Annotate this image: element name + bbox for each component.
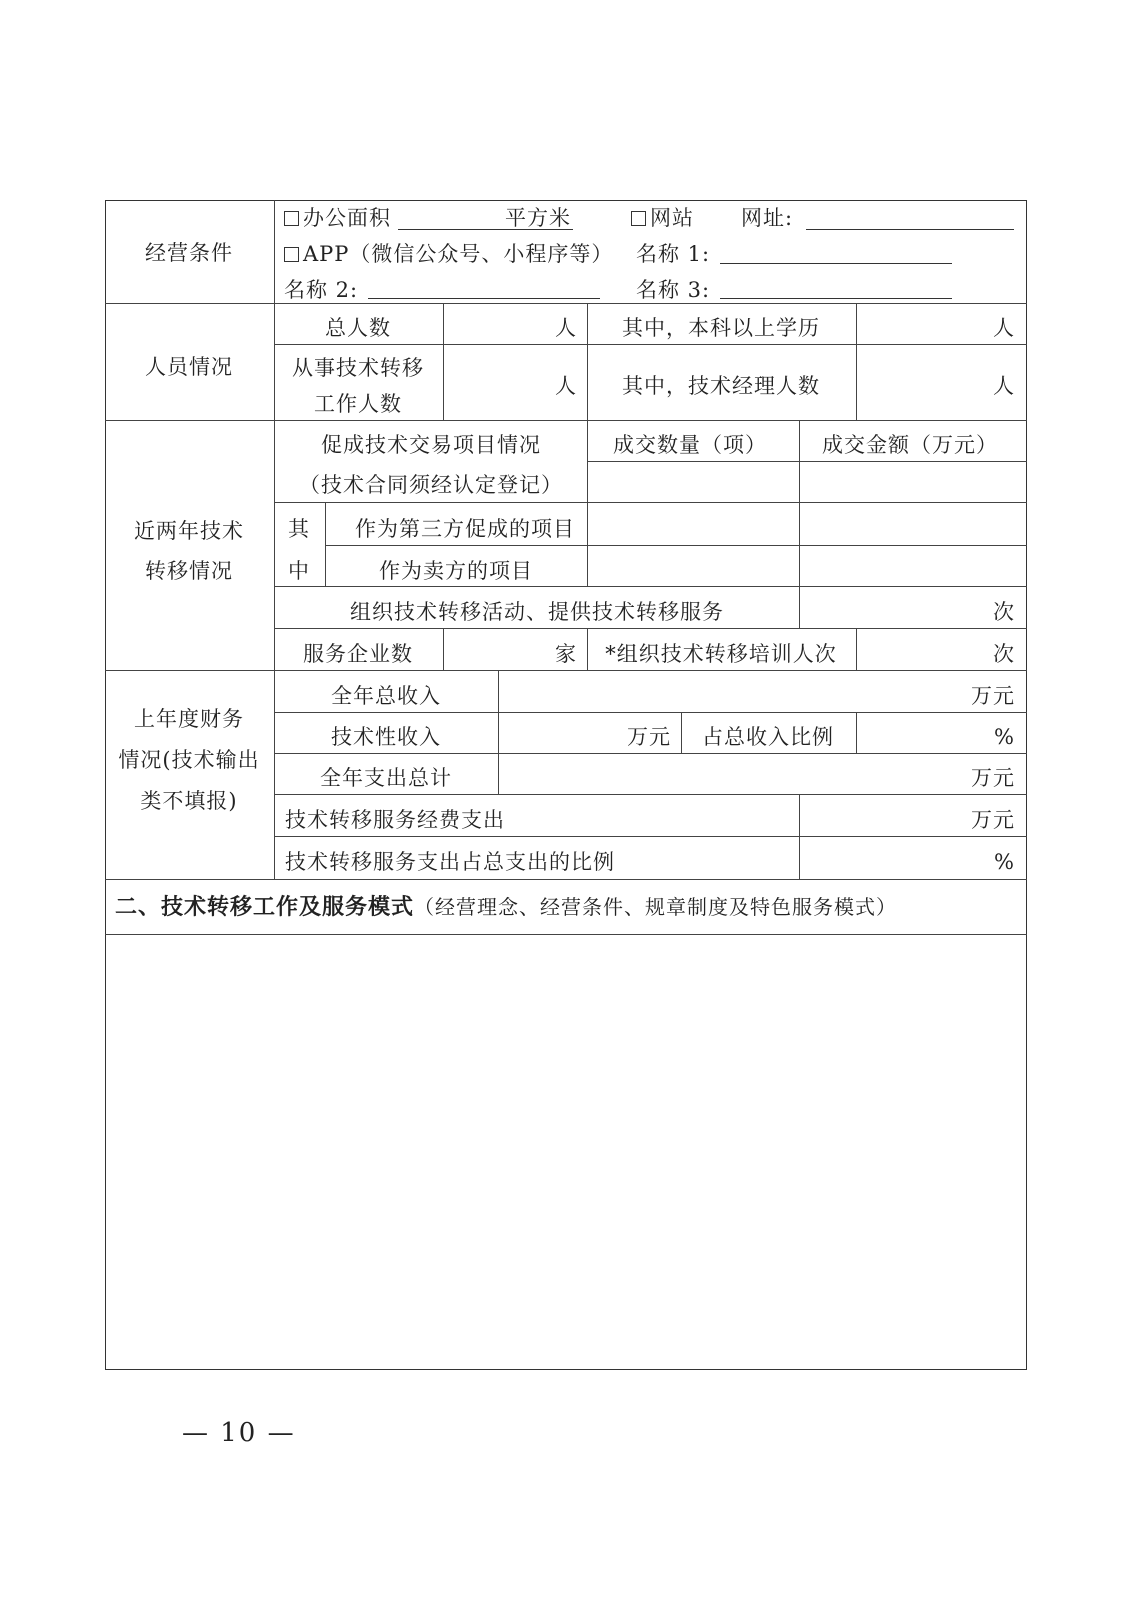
deal-amount-header: 成交金额（万元） xyxy=(822,433,998,457)
app-option[interactable] xyxy=(284,241,613,267)
col-line xyxy=(799,794,800,879)
col-line xyxy=(443,303,444,420)
page-number: — 10 — xyxy=(182,1418,296,1448)
total-income-unit: 万元 xyxy=(971,684,1015,708)
projects-label-2: （技术合同须经认定登记） xyxy=(299,473,563,497)
name1-field[interactable] xyxy=(720,263,952,264)
row-line xyxy=(274,344,1027,345)
projects-label-1: 促成技术交易项目情况 xyxy=(321,433,541,457)
service-expense-label: 技术转移服务经费支出 xyxy=(285,808,505,832)
col-line xyxy=(856,628,857,670)
managers-unit: 人 xyxy=(993,374,1015,398)
col-line xyxy=(799,586,800,628)
finance-label-3: 类不填报) xyxy=(140,789,238,813)
sqm-unit: 平方米 xyxy=(505,206,571,230)
checkbox-icon[interactable] xyxy=(284,211,299,226)
training-unit: 次 xyxy=(993,642,1015,666)
expense-ratio-label: 技术转移服务支出占总支出的比例 xyxy=(285,850,615,874)
checkbox-icon[interactable] xyxy=(284,247,299,262)
income-ratio-label: 占总收入比例 xyxy=(702,725,834,749)
finance-label-1: 上年度财务 xyxy=(134,707,244,731)
col-line xyxy=(587,628,588,670)
row-line xyxy=(274,794,1027,795)
website-label: 网站 xyxy=(650,206,694,230)
section2-subtitle: （经营理念、经营条件、规章制度及特色服务模式） xyxy=(414,895,898,919)
transfer-label-2: 转移情况 xyxy=(145,559,233,583)
row-line xyxy=(274,628,1027,629)
row-line xyxy=(325,545,1027,546)
section2-heading xyxy=(115,894,897,921)
enterprises-unit: 家 xyxy=(555,642,577,666)
row-line xyxy=(587,502,1027,503)
of-which-char-2: 中 xyxy=(288,559,310,583)
finance-label-2: 情况(技术输出 xyxy=(118,748,260,772)
row-line xyxy=(105,879,1027,880)
col-line xyxy=(681,712,682,753)
transfer-label-1: 近两年技术 xyxy=(134,519,244,543)
name2-label: 名称 2: xyxy=(284,278,359,302)
row-line xyxy=(105,303,1027,304)
col-line xyxy=(325,502,326,586)
total-income-label: 全年总收入 xyxy=(331,684,441,708)
row-line xyxy=(274,502,587,503)
total-expense-label: 全年支出总计 xyxy=(320,766,452,790)
tech-income-label: 技术性收入 xyxy=(331,725,441,749)
col-line xyxy=(587,420,588,586)
enterprises-label: 服务企业数 xyxy=(303,642,413,666)
activities-label: 组织技术转移活动、提供技术转移服务 xyxy=(350,600,724,624)
col-line xyxy=(856,303,857,420)
tech-staff-label-2: 工作人数 xyxy=(314,392,402,416)
url-field[interactable] xyxy=(806,229,1014,230)
bachelor-label: 其中，本科以上学历 xyxy=(622,316,820,340)
service-expense-unit: 万元 xyxy=(971,808,1015,832)
name3-label: 名称 3: xyxy=(636,278,711,302)
col-line xyxy=(587,303,588,420)
row-line xyxy=(105,420,1027,421)
row-line xyxy=(274,586,1027,587)
tech-staff-label-1: 从事技术转移 xyxy=(292,356,424,380)
deal-count-header: 成交数量（项） xyxy=(613,433,767,457)
name3-field[interactable] xyxy=(720,298,952,299)
tech-staff-unit: 人 xyxy=(555,374,577,398)
name2-field[interactable] xyxy=(368,298,600,299)
as-seller-label: 作为卖方的项目 xyxy=(379,559,533,583)
training-label: *组织技术转移培训人次 xyxy=(605,642,837,666)
expense-ratio-unit: % xyxy=(994,850,1015,874)
col-line xyxy=(856,712,857,753)
section2-writing-area[interactable] xyxy=(106,936,1026,1368)
row-line xyxy=(274,712,1027,713)
total-staff-label: 总人数 xyxy=(325,316,391,340)
office-area-option[interactable] xyxy=(284,205,391,231)
col-line xyxy=(443,628,444,670)
row-line xyxy=(274,753,1027,754)
row-line xyxy=(274,836,1027,837)
income-ratio-unit: % xyxy=(994,725,1015,749)
url-label: 网址: xyxy=(741,206,794,230)
total-expense-unit: 万元 xyxy=(971,766,1015,790)
row-line xyxy=(105,670,1027,671)
of-which-char-1: 其 xyxy=(288,517,310,541)
managers-label: 其中，技术经理人数 xyxy=(622,374,820,398)
checkbox-icon[interactable] xyxy=(631,211,646,226)
section2-title: 二、技术转移工作及服务模式 xyxy=(115,895,415,920)
row-line xyxy=(587,461,1027,462)
bachelor-unit: 人 xyxy=(993,316,1015,340)
col-line xyxy=(498,670,499,794)
activities-unit: 次 xyxy=(993,600,1015,624)
name1-label: 名称 1: xyxy=(636,242,711,266)
staff-label: 人员情况 xyxy=(145,355,233,379)
office-area-label: 办公面积 xyxy=(303,206,391,230)
operating-label: 经营条件 xyxy=(145,241,233,265)
website-option[interactable] xyxy=(631,205,694,231)
tech-income-unit: 万元 xyxy=(627,725,671,749)
app-label: APP（微信公众号、小程序等） xyxy=(303,242,614,266)
col-line xyxy=(799,420,800,586)
col-line xyxy=(274,200,275,879)
third-party-label: 作为第三方促成的项目 xyxy=(355,517,575,541)
total-staff-unit: 人 xyxy=(555,316,577,340)
